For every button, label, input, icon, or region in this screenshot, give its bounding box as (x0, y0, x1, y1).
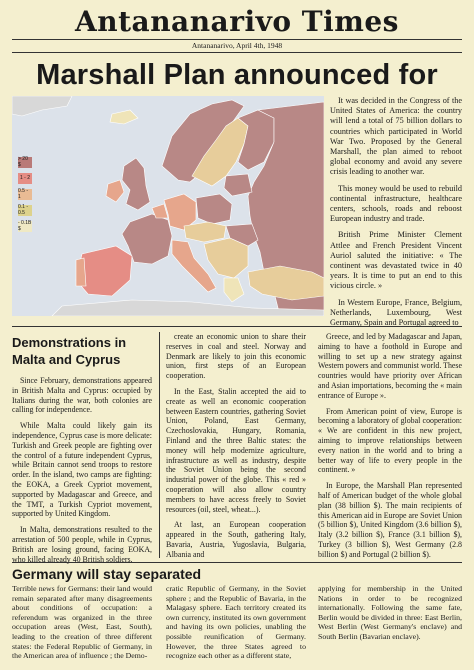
right-column (318, 332, 462, 566)
europe-map (12, 96, 324, 316)
main-article (330, 96, 462, 334)
legend-item (18, 154, 54, 170)
main-article-paragraph: In Western Europe, France, Belgium, Netherlands, Luxembourg, West Germany, Spain and Portugal agreed to (330, 297, 462, 328)
europe-map-svg (12, 96, 324, 316)
divider (12, 39, 462, 40)
middle-paragraph: In the East, Stalin accepted the aid to create as well an economic cooperation between Eastern countries, gathering Soviet Union, Poland, East Germany, Czechoslovakia, Hungary, Romania, Finland and the three Baltic states: the money will help modernize agriculture, infrastructure as well as industry, despite the Soviet Union being the second industrial power of the globe. This « red » cooperation will also allow country members to have access freely to Soviet resources (oil, steel, wheat...). (166, 386, 306, 514)
divider (12, 562, 462, 563)
right-paragraph: In Europe, the Marshall Plan represented half of American budget of the whole global plan (38 billion $). The main recipients of this American aid in Europe are Soviet Union (5 billion $), United Kingdom (3.6 billion $), Italy (3.2 billion $), France (3.1 billion $), Turkey (3 billion $), West Germany (2.8 billion $) and Portugal (2 billion $). (318, 481, 462, 559)
malta-article (12, 376, 152, 570)
malta-title-line: Malta and Cyprus (12, 352, 121, 367)
dateline: Antananarivo, April 4th, 1948 (191, 41, 283, 50)
legend-label: 0.1 - 0.5 (18, 204, 29, 216)
main-article-paragraph: British Prime Minister Clement Attlee and French President Vincent Auriol saluted the initiative: « The continent was devastated twice in 40 years. It is time to put an end to this vicious circle. » (330, 230, 462, 291)
legend-item (18, 186, 54, 202)
germany-text: Terrible news for Germans: their land would remain separated after many disagreements about conditions of occupation: a referendum was organized in the three occupation areas (West, East, South), leading to the creation of three different states: the Federal Republic of Germany, in the American area of influence ; the Demo- (12, 584, 152, 661)
legend-swatch (18, 157, 32, 168)
malta-paragraph: Since February, demonstrations appeared in British Malta and Cyprus: occupied by Italians during the war, both colonies are calling for independence. (12, 376, 152, 415)
headline: Marshall Plan announced for (36, 59, 438, 91)
main-article-paragraph: It was decided in the Congress of the United States of America: the country will lend a total of 75 billion dollars to countries which participated in World War Two. Proposed by the General Marshall, the plan aimed to reboot global economy and avoid any severe crisis leading to another war. (330, 96, 462, 177)
malta-paragraph: In Malta, demonstrations resulted to the arrestation of 500 people, while in Cyprus, British are losing ground, facing EOKA, who killed already 40 British soldiers. (12, 525, 152, 564)
legend-item (18, 170, 54, 186)
divider (12, 52, 462, 53)
legend-swatch (18, 205, 32, 216)
legend-swatch (18, 221, 32, 232)
right-paragraph: Greece, and led by Madagascar and Japan, aiming to have a foothold in Europe and willing to set up a new strategy against Western powers and communist world. These countries would have priority over African and Asian importations, becoming the « main entrance of Europe ». (318, 332, 462, 400)
divider (12, 326, 462, 327)
malta-title-line: Demonstrations in (12, 335, 127, 350)
right-paragraph: From American point of view, Europe is becoming a laboratory of global cooperation: « We are confident in this new project, aiming to improve relationships between every nation in the world and to bring a better way of life to every people in the continent. » (318, 406, 462, 475)
legend-label: 1 - 2 (19, 175, 30, 181)
map-legend (18, 154, 54, 234)
masthead: Antananarivo Times (75, 5, 399, 38)
legend-item (18, 202, 54, 218)
legend-label: - 0.1B $ (18, 220, 32, 232)
germany-col-3 (318, 584, 462, 642)
legend-label: 0.5 - 1 (18, 188, 29, 200)
malta-paragraph: While Malta could likely gain its independence, Cyprus case is more delicate: Turkish and Greek people are fighting over the control of a future independent Cyprus, while Britain cannot send troops to restore order. In the island, two camps are fighting: the EOKA, a Greek Cypriot movement, supported by Madagascar and Greece, and the TMT, a Turkish Cypriot movement, supported by United Kingdom. (12, 421, 152, 519)
legend-item (18, 218, 54, 234)
column-divider (159, 332, 160, 558)
main-article-paragraph: This money would be used to rebuild continental infrastructure, healthcare centers, schools, roads and reboost European industry and trade. (330, 183, 462, 224)
germany-text: cratic Republic of Germany, in the Soviet sphere ; and the Republic of Bavaria, in the Malagasy sphere. Each territory created its own currency, instituted its own government and having its own policies, unabling the possible reunification of Germany. However, the three States agreed to recognize each other as a different state, (166, 584, 306, 661)
middle-column (166, 332, 306, 566)
middle-paragraph: At last, an European cooperation appeared in the South, gathering Italy, Bavaria, Austria, Yugoslavia, Bulgaria, Albania and (166, 520, 306, 559)
germany-title: Germany will stay separated (12, 566, 202, 582)
legend-swatch (18, 173, 32, 184)
legend-swatch (18, 189, 32, 200)
germany-col-2 (166, 584, 306, 661)
germany-col-1 (12, 584, 152, 661)
malta-title (12, 334, 152, 368)
germany-text: applying for membership in the United Nations in order to be recognized internationally. Following the same fate, Berlin would be divided in three: East Berlin, West Berlin (West Germany's enclave) and South Berlin (Bavarian enclave). (318, 584, 462, 641)
legend-label: > 20 $ (18, 156, 28, 168)
middle-paragraph: create an economic union to share their reserves in coal and steel. Norway and Denmark are likely to join this economic union, first steps of an European cooperation. (166, 332, 306, 381)
